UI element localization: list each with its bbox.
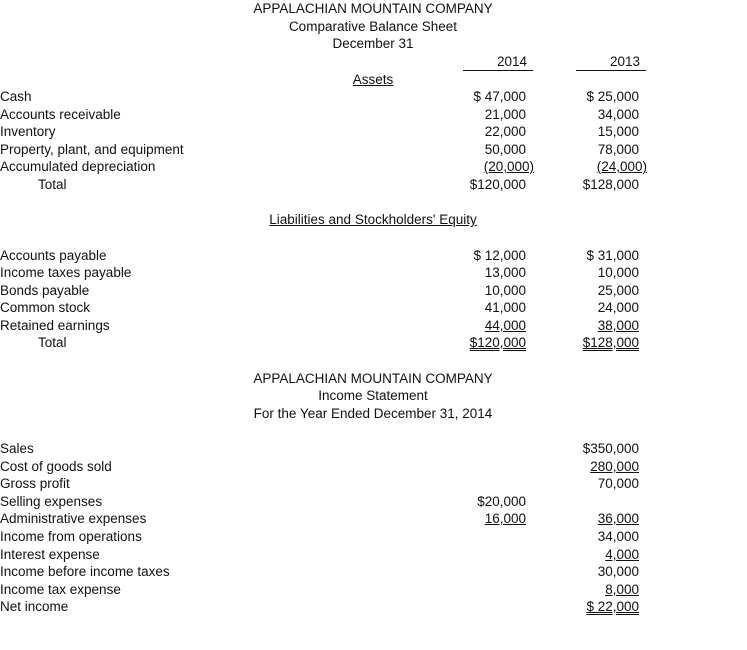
asset-label: Cash xyxy=(0,89,32,104)
asset-value-2013: $ 25,000 xyxy=(586,89,639,104)
liability-value-2014: 41,000 xyxy=(484,300,526,315)
balance-sheet-title: Comparative Balance Sheet xyxy=(288,19,458,34)
income-statement-company: APPALACHIAN MOUNTAIN COMPANY xyxy=(253,371,493,386)
income-statement-period: For the Year Ended December 31, 2014 xyxy=(253,406,493,421)
asset-value-2014: 50,000 xyxy=(484,142,526,157)
income-row-outer-value: 30,000 xyxy=(597,564,639,579)
income-row-label: Administrative expenses xyxy=(0,511,147,526)
assets-heading: Assets xyxy=(352,72,394,87)
liability-value-2013: 25,000 xyxy=(597,283,639,298)
income-row-label: Income from operations xyxy=(0,529,142,544)
liabilities-total-label: Total xyxy=(38,335,67,350)
income-row-outer-value: $350,000 xyxy=(582,441,639,456)
liability-value-2013: 24,000 xyxy=(597,300,639,315)
income-row-outer-value: 4,000 xyxy=(605,547,639,562)
liability-label: Accounts payable xyxy=(0,248,107,263)
liability-value-2014: 44,000 xyxy=(484,318,526,333)
income-row-label: Income tax expense xyxy=(0,582,121,597)
income-row-inner-value: $20,000 xyxy=(477,494,526,509)
liability-value-2013: 38,000 xyxy=(597,318,639,333)
assets-total-label: Total xyxy=(38,177,67,192)
asset-label: Inventory xyxy=(0,124,56,139)
balance-sheet-company: APPALACHIAN MOUNTAIN COMPANY xyxy=(253,1,493,16)
income-row-outer-value: 36,000 xyxy=(597,511,639,526)
column-header-2013: 2013 xyxy=(576,54,646,71)
income-row-label: Interest expense xyxy=(0,547,100,562)
net-income-value: $ 22,000 xyxy=(586,599,639,614)
income-row-label: Selling expenses xyxy=(0,494,103,509)
asset-label: Property, plant, and equipment xyxy=(0,142,184,157)
income-row-outer-value: 34,000 xyxy=(597,529,639,544)
income-row-label: Net income xyxy=(0,599,69,614)
income-row-outer-value: 8,000 xyxy=(605,582,639,597)
liability-label: Bonds payable xyxy=(0,283,90,298)
liability-value-2014: 13,000 xyxy=(484,265,526,280)
asset-value-2014: $ 47,000 xyxy=(473,89,526,104)
income-row-label: Income before income taxes xyxy=(0,564,170,579)
asset-value-2014: (20,000) xyxy=(483,159,534,174)
asset-value-2014: 21,000 xyxy=(484,107,526,122)
liability-label: Common stock xyxy=(0,300,91,315)
asset-label: Accounts receivable xyxy=(0,107,121,122)
income-statement-title: Income Statement xyxy=(318,388,428,403)
liability-value-2013: $ 31,000 xyxy=(586,248,639,263)
asset-value-2013: 34,000 xyxy=(597,107,639,122)
liability-label: Income taxes payable xyxy=(0,265,132,280)
assets-total-2014: $120,000 xyxy=(469,177,526,192)
income-row-label: Gross profit xyxy=(0,476,70,491)
asset-value-2013: 78,000 xyxy=(597,142,639,157)
liability-value-2013: 10,000 xyxy=(597,265,639,280)
column-header-2014: 2014 xyxy=(463,54,533,71)
income-row-inner-value: 16,000 xyxy=(484,511,526,526)
liabilities-total-2014: $120,000 xyxy=(469,335,526,350)
income-row-label: Sales xyxy=(0,441,34,456)
asset-value-2013: (24,000) xyxy=(596,159,647,174)
balance-sheet-date: December 31 xyxy=(332,36,414,51)
liabilities-heading: Liabilities and Stockholders' Equity xyxy=(269,212,477,227)
income-row-outer-value: 280,000 xyxy=(590,459,639,474)
income-row-label: Cost of goods sold xyxy=(0,459,112,474)
liability-value-2014: 10,000 xyxy=(484,283,526,298)
asset-value-2014: 22,000 xyxy=(484,124,526,139)
liabilities-total-2013: $128,000 xyxy=(582,335,639,350)
assets-total-2013: $128,000 xyxy=(582,177,639,192)
liability-value-2014: $ 12,000 xyxy=(473,248,526,263)
asset-value-2013: 15,000 xyxy=(597,124,639,139)
income-row-outer-value: 70,000 xyxy=(597,476,639,491)
asset-label: Accumulated depreciation xyxy=(0,159,156,174)
liability-label: Retained earnings xyxy=(0,318,110,333)
